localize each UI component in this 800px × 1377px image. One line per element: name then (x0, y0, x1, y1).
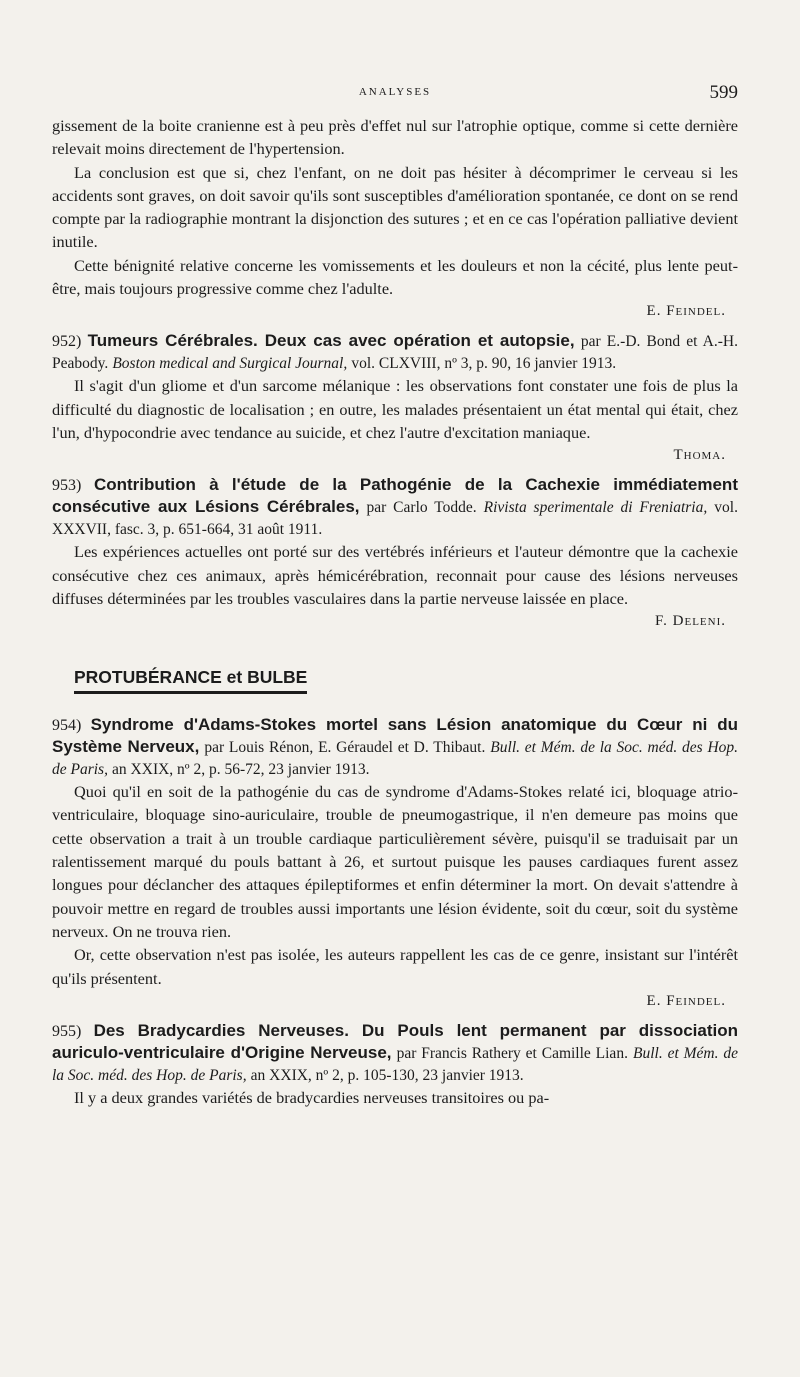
entry-952 (52, 330, 738, 467)
entry-authors: par Francis Rathery et Camille Lian. (396, 1044, 628, 1062)
entry-details: vol. CLXVIII, nº 3, p. 90, 16 janvier 1913. (351, 355, 617, 373)
entry-title: Syndrome d'Adams-Stokes mortel sans Lésion anatomique du Cœur ni du Système Nerveux, (52, 715, 738, 757)
entry-title: Contribution à l'étude de la Pathogénie de la Cachexie immédiatement consécutive aux Lésions Cérébrales, (52, 475, 738, 517)
entry-authors: par Carlo Todde. (366, 499, 477, 517)
section-heading (74, 667, 738, 694)
entry-number: 954) (52, 717, 82, 735)
intro-continuation (52, 114, 738, 323)
signature: Thoma. (673, 447, 726, 464)
entry-number: 953) (52, 477, 82, 495)
entry-authors: par Louis Rénon, E. Géraudel et D. Thibaut. (204, 739, 486, 757)
entry-paragraph: Il y a deux grandes variétés de bradycardies nerveuses transitoires ou pa- (74, 1087, 550, 1107)
signature: E. Feindel. (646, 303, 726, 320)
entry-details: vol. XXXVII, fasc. 3, p. 651-664, 31 août 1911. (52, 499, 738, 539)
entry-source: Bull. et Mém. de la Soc. méd. des Hop. de Paris, (52, 1044, 738, 1084)
entry-source: Boston medical and Surgical Journal, (112, 355, 348, 373)
entry-954 (52, 714, 738, 1013)
running-title: ANALYSES (358, 86, 432, 98)
entry-title: Tumeurs Cérébrales. Deux cas avec opération et autopsie, (87, 331, 575, 351)
section-title: PROTUBÉRANCE et BULBE (74, 667, 307, 694)
intro-paragraph: Cette bénignité relative concerne les vomissements et les douleurs et non la cécité, plus lente peut-être, mais toujours progressive comme chez l'adulte. (52, 255, 738, 299)
entry-paragraph: Il s'agit d'un gliome et d'un sarcome mélanique : les observations font constater une fois de plus la difficulté du diagnostic de localisation ; en outre, les malades présentaient un état mental qui était, chez l'un, d'hypocondrie avec tendance au suicide, et chez l'autre d'excitation maniaque. (52, 376, 738, 442)
entry-955 (52, 1020, 738, 1109)
entry-details: an XXIX, nº 2, p. 56-72, 23 janvier 1913. (112, 761, 370, 779)
entry-953 (52, 474, 738, 633)
signature: F. Deleni. (655, 613, 726, 630)
entry-paragraph: Or, cette observation n'est pas isolée, les auteurs rappellent les cas de ce genre, insistant sur l'intérêt qu'ils présentent. (52, 945, 738, 988)
entry-source: Rivista sperimentale di Freniatria, (483, 499, 708, 517)
entry-title: Des Bradycardies Nerveuses. Du Pouls lent permanent par dissociation auriculo-ventriculaire d'Origine Nerveuse, (52, 1020, 738, 1062)
entry-details: an XXIX, nº 2, p. 105-130, 23 janvier 1913. (250, 1066, 524, 1084)
intro-paragraph: La conclusion est que si, chez l'enfant, on ne doit pas hésiter à décomprimer le cerveau si les accidents sont graves, on doit savoir qu'ils sont susceptibles d'amélioration spontanée, ce dont on se rend compte par la radiographie montrant la disjonction des sutures ; et en ce cas l'opération palliative devient inutile. (52, 162, 738, 252)
signature: E. Feindel. (646, 992, 726, 1009)
entry-authors: par E.-D. Bond et A.-H. Peabody. (52, 333, 738, 373)
entry-paragraph: Les expériences actuelles ont porté sur des vertébrés inférieurs et l'auteur démontre que la cachexie consécutive chez ces animaux, après hémicérébration, reconnait pour cause des lésions nerveuses diffuses déterminées par les troubles vasculaires dans la partie nerveuse laissée en place. (52, 542, 738, 608)
entry-paragraph: Quoi qu'il en soit de la pathogénie du cas de syndrome d'Adams-Stokes relaté ici, bloquage atrio-ventriculaire, bloquage sino-auriculaire, trouble de pneumogastrique, il n'en demeure pas moins que cette observation a trait à un trouble cardiaque particulièrement sévère, puisqu'il se traduisait par un ralentissement marqué du pouls battant à 26, et surtout puisque les pauses cardiaques furent assez longues pour déclancher des attaques épileptiformes et enfin déterminer la mort. On devait s'attendre à pouvoir mettre en regard de troubles aussi importants une lésion évidente, soit du cœur, soit du système nerveux. On ne trouva rien. (52, 782, 738, 941)
entry-number: 955) (52, 1022, 82, 1040)
page (52, 78, 738, 1109)
entry-heading (52, 474, 738, 540)
intro-paragraph: gissement de la boite cranienne est à peu près d'effet nul sur l'atrophie optique, comme si cette dernière relevait moins directement de l'hypertension. (52, 116, 738, 159)
entry-source: Bull. et Mém. de la Soc. méd. des Hop. de Paris, (52, 739, 739, 779)
entry-heading (52, 330, 738, 374)
entry-heading (52, 1020, 738, 1086)
entry-number: 952) (52, 333, 82, 351)
page-header (52, 78, 738, 114)
entry-heading (52, 714, 738, 780)
page-number: 599 (709, 82, 738, 103)
